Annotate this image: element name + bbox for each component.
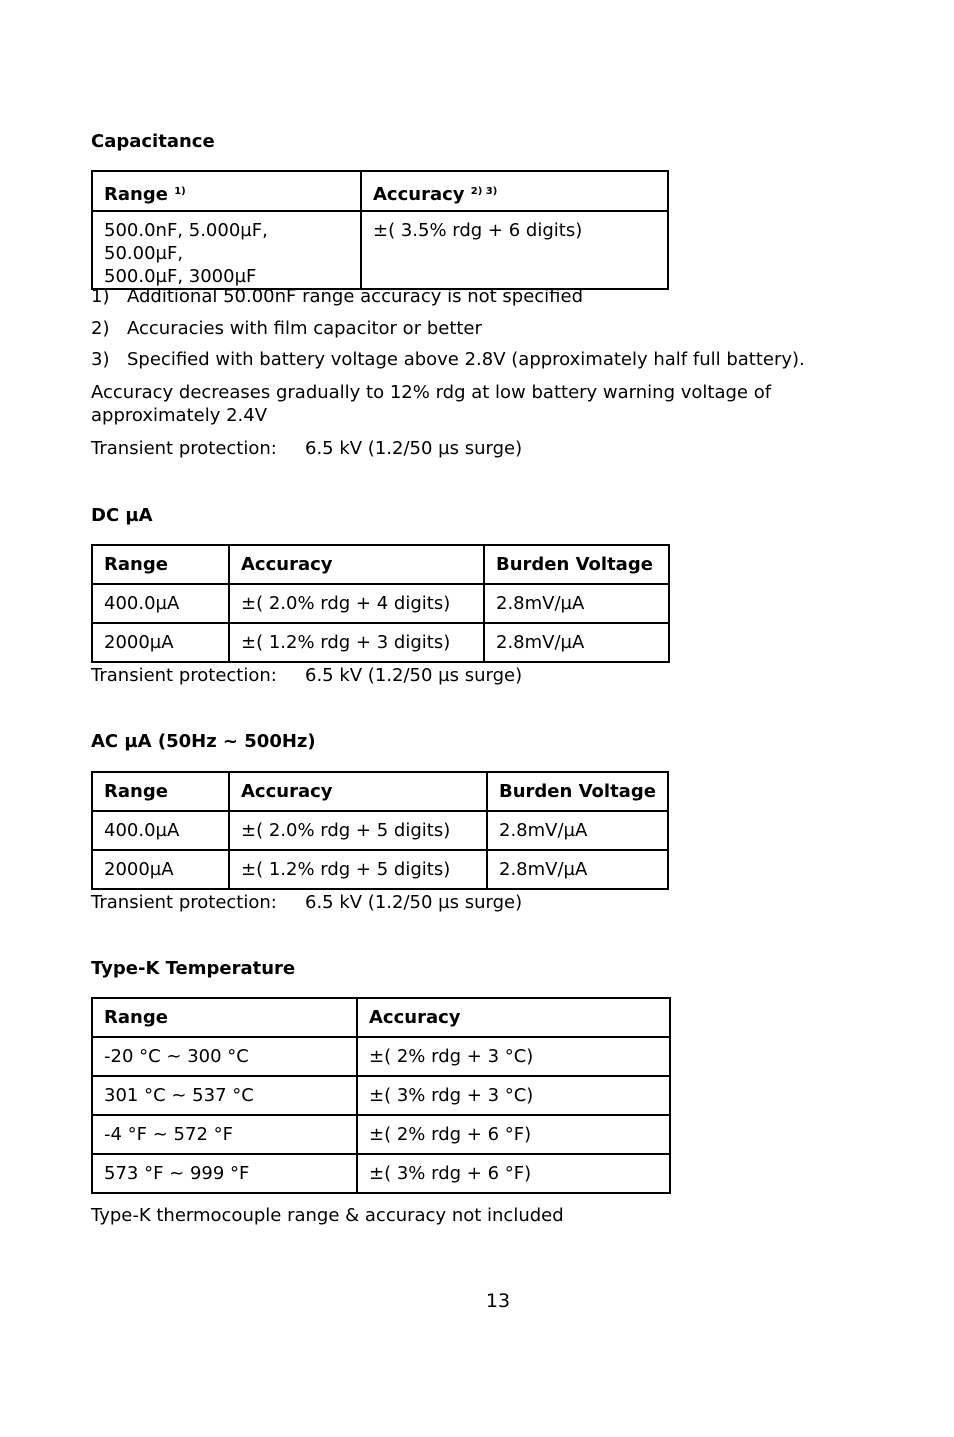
footnote-3: 3) Specified with battery voltage above 2.8V (approximately half full battery). bbox=[91, 349, 805, 370]
accuracy-cell: ±( 1.2% rdg + 5 digits) bbox=[229, 850, 487, 889]
burden-voltage-cell: 2.8mV/µA bbox=[484, 584, 669, 623]
capacitance-heading: Capacitance bbox=[91, 131, 215, 152]
accuracy-cell: ±( 2.0% rdg + 4 digits) bbox=[229, 584, 484, 623]
dc-ua-table bbox=[91, 544, 670, 663]
table-header-row bbox=[92, 545, 669, 584]
column-header-burden-voltage: Burden Voltage bbox=[487, 772, 668, 811]
burden-voltage-cell: 2.8mV/µA bbox=[484, 623, 669, 662]
accuracy-cell: ±( 2.0% rdg + 5 digits) bbox=[229, 811, 487, 850]
range-cell: 301 °C ~ 537 °C bbox=[92, 1076, 357, 1115]
column-header-accuracy: Accuracy bbox=[229, 545, 484, 584]
ac-ua-heading: AC µA (50Hz ~ 500Hz) bbox=[91, 731, 316, 752]
table-row bbox=[92, 1115, 670, 1154]
range-cell: 2000µA bbox=[92, 623, 229, 662]
column-header-accuracy: Accuracy $^{2) 3)}$ bbox=[361, 171, 668, 211]
column-header-accuracy: Accuracy bbox=[357, 998, 670, 1037]
column-header-range: Range bbox=[92, 998, 357, 1037]
transient-protection: Transient protection: 6.5 kV (1.2/50 µs surge) bbox=[91, 892, 523, 913]
range-cell: -20 °C ~ 300 °C bbox=[92, 1037, 357, 1076]
typek-heading: Type-K Temperature bbox=[91, 958, 296, 979]
accuracy-note-line1: Accuracy decreases gradually to 12% rdg at low battery warning voltage of bbox=[91, 382, 772, 403]
range-cell: 500.0nF, 5.000µF, 50.00µF, 500.0µF, 3000µF bbox=[92, 211, 361, 289]
table-row bbox=[92, 1037, 670, 1076]
typek-footnote: Type-K thermocouple range & accuracy not included bbox=[91, 1205, 564, 1226]
table-row bbox=[92, 811, 668, 850]
table-header-row bbox=[92, 998, 670, 1037]
accuracy-note-line2: approximately 2.4V bbox=[91, 405, 268, 426]
table-header-row bbox=[92, 171, 668, 211]
accuracy-cell: ±( 3.5% rdg + 6 digits) bbox=[361, 211, 668, 289]
accuracy-cell: ±( 1.2% rdg + 3 digits) bbox=[229, 623, 484, 662]
table-row bbox=[92, 623, 669, 662]
column-header-burden-voltage: Burden Voltage bbox=[484, 545, 669, 584]
accuracy-cell: ±( 3% rdg + 3 °C) bbox=[357, 1076, 670, 1115]
accuracy-cell: ±( 3% rdg + 6 °F) bbox=[357, 1154, 670, 1193]
table-row bbox=[92, 1154, 670, 1193]
range-cell: 573 °F ~ 999 °F bbox=[92, 1154, 357, 1193]
burden-voltage-cell: 2.8mV/µA bbox=[487, 811, 668, 850]
range-cell: 400.0µA bbox=[92, 811, 229, 850]
dc-ua-heading: DC µA bbox=[91, 505, 153, 526]
table-row bbox=[92, 1076, 670, 1115]
accuracy-cell: ±( 2% rdg + 3 °C) bbox=[357, 1037, 670, 1076]
transient-protection: Transient protection: 6.5 kV (1.2/50 µs surge) bbox=[91, 438, 523, 459]
typek-table bbox=[91, 997, 671, 1194]
footnote-1: 1) Additional 50.00nF range accuracy is not specified bbox=[91, 286, 584, 307]
table-row bbox=[92, 211, 668, 289]
accuracy-cell: ±( 2% rdg + 6 °F) bbox=[357, 1115, 670, 1154]
column-header-accuracy: Accuracy bbox=[229, 772, 487, 811]
column-header-range: Range bbox=[92, 545, 229, 584]
table-row bbox=[92, 584, 669, 623]
range-cell: -4 °F ~ 572 °F bbox=[92, 1115, 357, 1154]
burden-voltage-cell: 2.8mV/µA bbox=[487, 850, 668, 889]
range-cell: 400.0µA bbox=[92, 584, 229, 623]
column-header-range: Range bbox=[92, 772, 229, 811]
transient-protection: Transient protection: 6.5 kV (1.2/50 µs surge) bbox=[91, 665, 523, 686]
column-header-range: Range $^{1)}$ bbox=[92, 171, 361, 211]
table-row bbox=[92, 850, 668, 889]
ac-ua-table bbox=[91, 771, 669, 890]
range-cell: 2000µA bbox=[92, 850, 229, 889]
table-header-row bbox=[92, 772, 668, 811]
capacitance-table bbox=[91, 170, 669, 290]
footnote-2: 2) Accuracies with film capacitor or better bbox=[91, 318, 482, 339]
page-number: 13 bbox=[485, 1290, 511, 1312]
